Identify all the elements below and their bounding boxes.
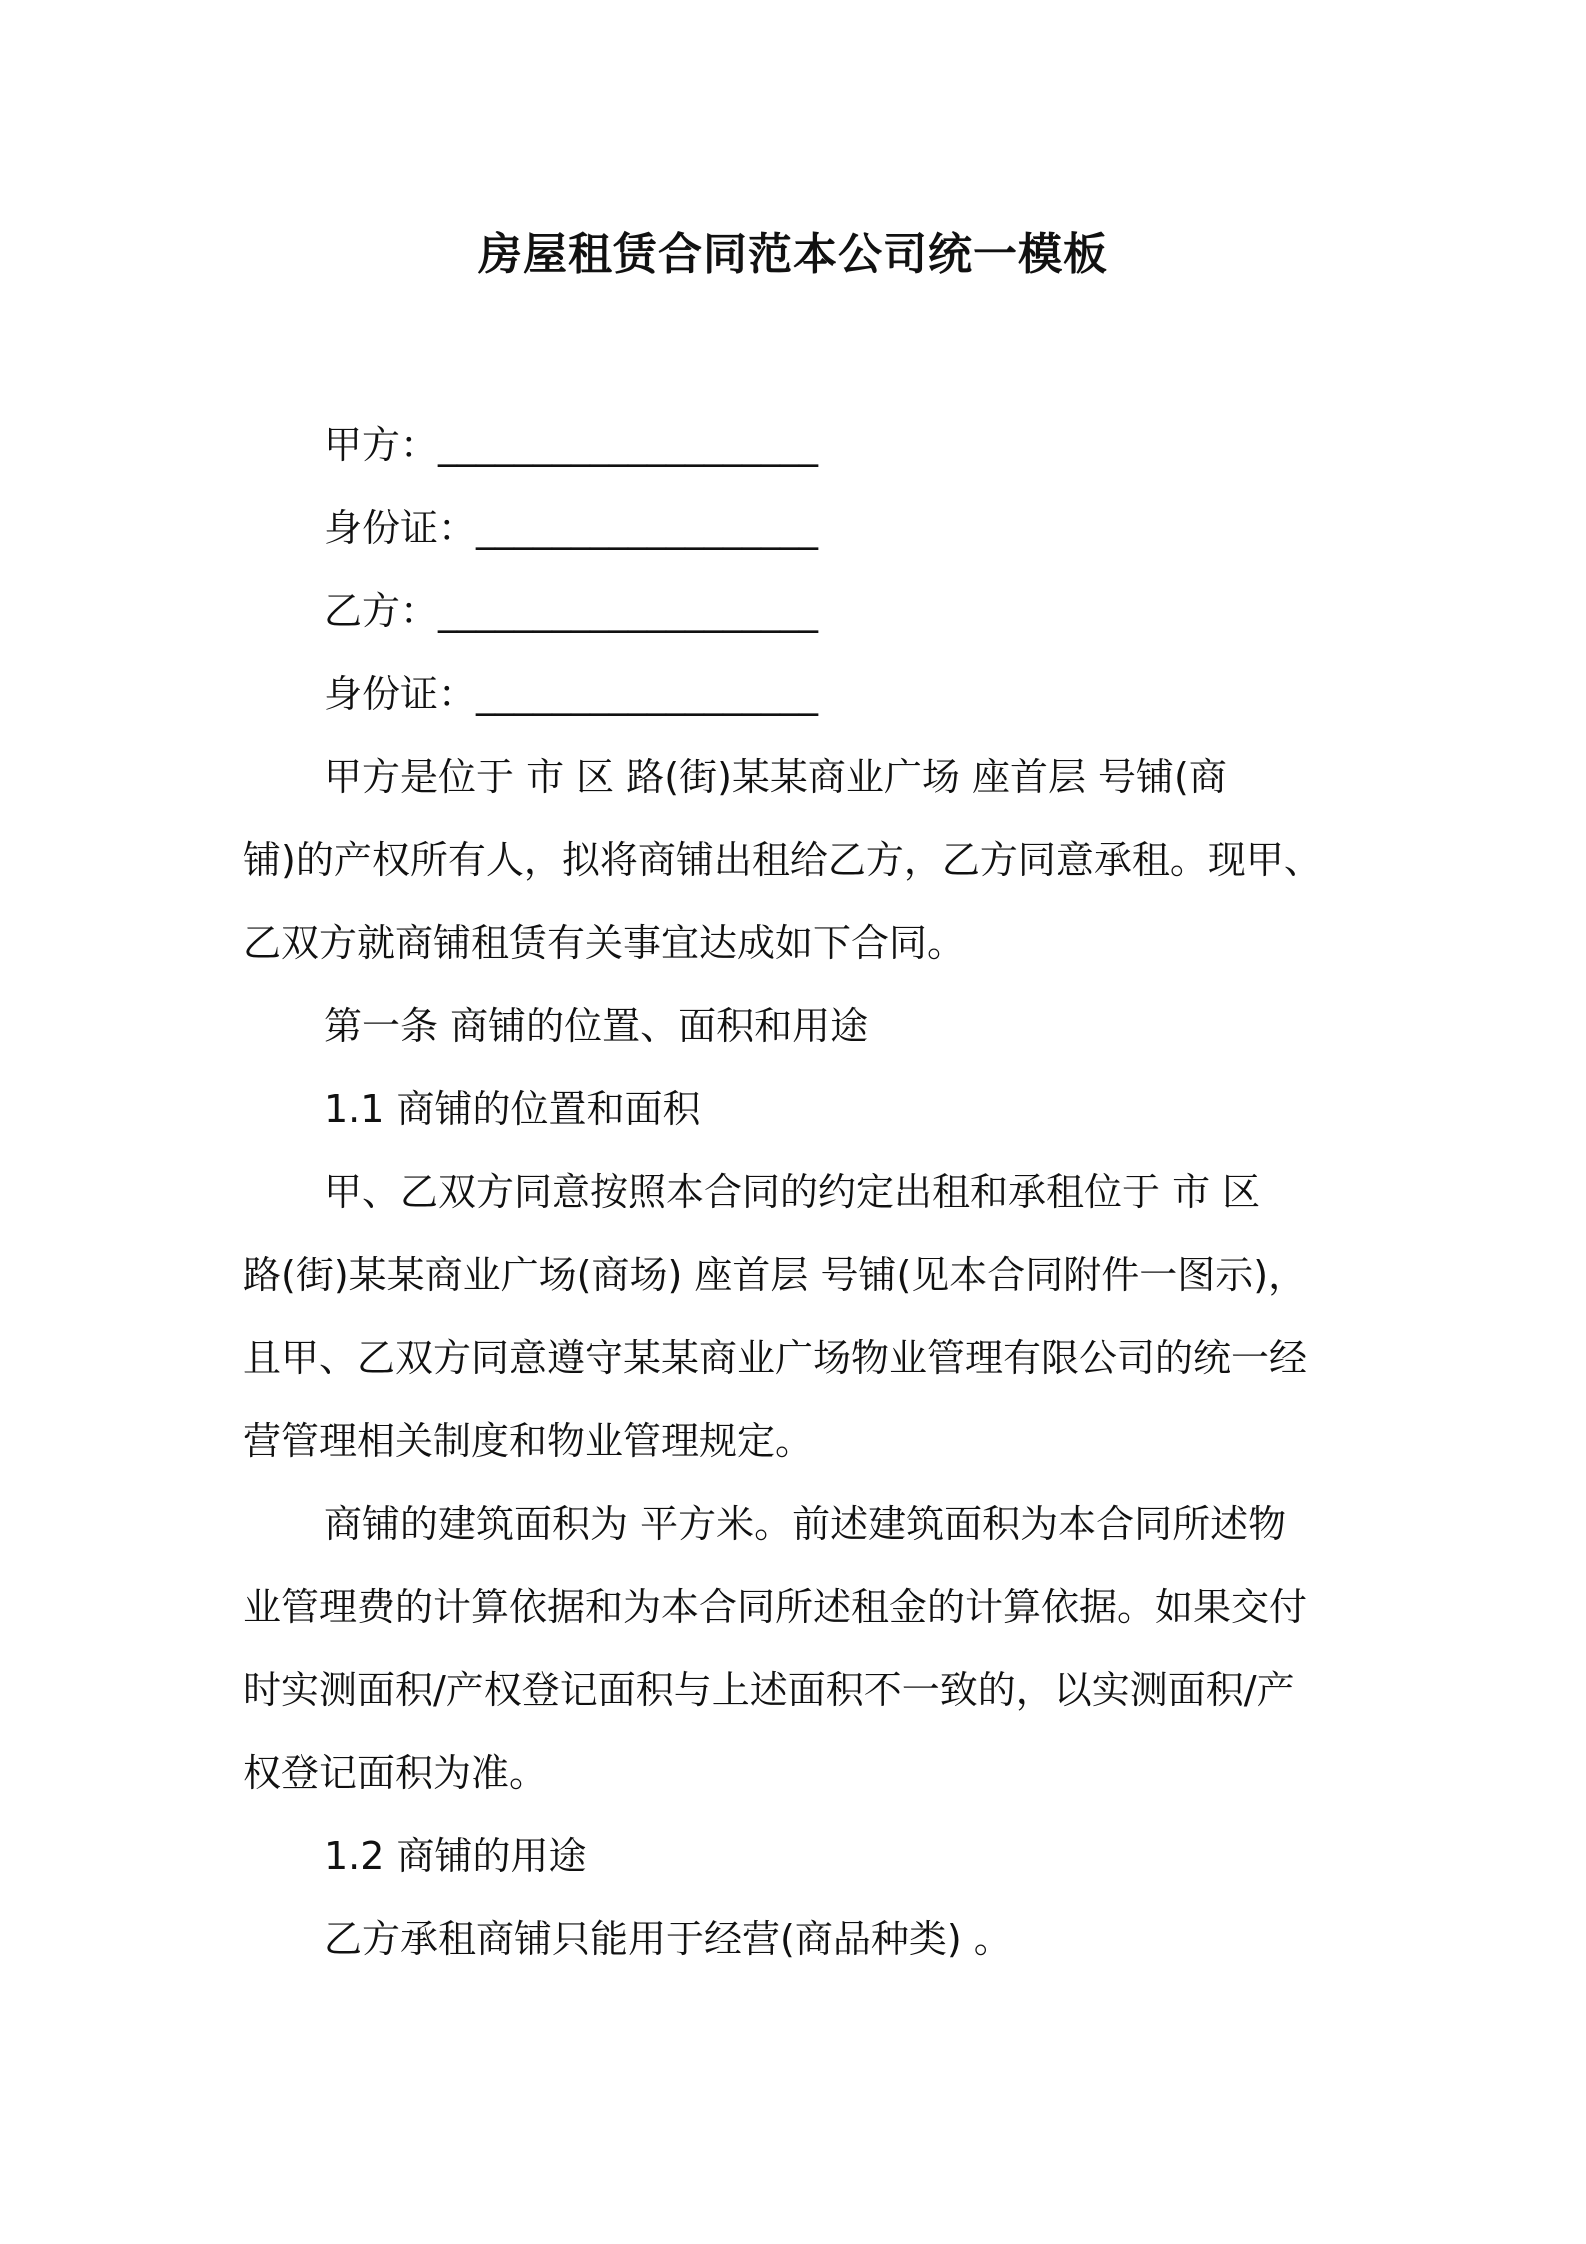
party-b-line [243,570,1353,653]
paragraph-line: 铺)的产权所有人，拟将商铺出租给乙方，乙方同意承租。现甲、 [243,838,1322,882]
paragraph-line: 时实测面积/产权登记面积与上述面积不一致的，以实测面积/产 [243,1668,1295,1712]
party-a-blank: ____________________ [438,423,819,467]
paragraph-line: 权登记面积为准。 [243,1751,548,1795]
paragraph-line: 业管理费的计算依据和为本合同所述租金的计算依据。如果交付 [243,1585,1308,1629]
paragraph-line: 乙方承租商铺只能用于经营(商品种类) 。 [324,1917,1012,1961]
party-a-id-label: 身份证： [324,506,477,550]
paragraph-line: 营管理相关制度和物业管理规定。 [243,1419,814,1463]
paragraph-line: 路(街)某某商业广场(商场) 座首层 号铺(见本合同附件一图示)， [243,1253,1307,1297]
party-b-id-line [243,653,1353,736]
party-b-id-blank: __________________ [476,672,819,716]
section-heading: 1.1 商铺的位置和面积 [324,1087,701,1131]
paragraph-line: 且甲、乙双方同意遵守某某商业广场物业管理有限公司的统一经 [243,1336,1308,1380]
paragraph-line: 乙双方就商铺租赁有关事宜达成如下合同。 [243,921,966,965]
paragraph-line: 甲、乙双方同意按照本合同的约定出租和承租位于 市 区 [324,1170,1261,1214]
party-a-id-blank: __________________ [476,506,819,550]
party-a-line [243,404,1353,487]
party-b-blank: ____________________ [438,589,819,633]
party-a-label: 甲方： [324,423,439,467]
article-heading: 第一条 商铺的位置、面积和用途 [324,1004,869,1048]
section-heading: 1.2 商铺的用途 [324,1834,587,1878]
contract-body [243,404,1353,1981]
party-b-id-label: 身份证： [324,672,477,716]
party-b-label: 乙方： [324,589,439,633]
paragraph-line: 商铺的建筑面积为 平方米。前述建筑面积为本合同所述物 [324,1502,1287,1546]
party-a-id-line [243,487,1353,570]
document-title: 房屋租赁合同范本公司统一模板 [478,229,1108,280]
paragraph-line: 甲方是位于 市 区 路(街)某某商业广场 座首层 号铺(商 [324,755,1227,799]
